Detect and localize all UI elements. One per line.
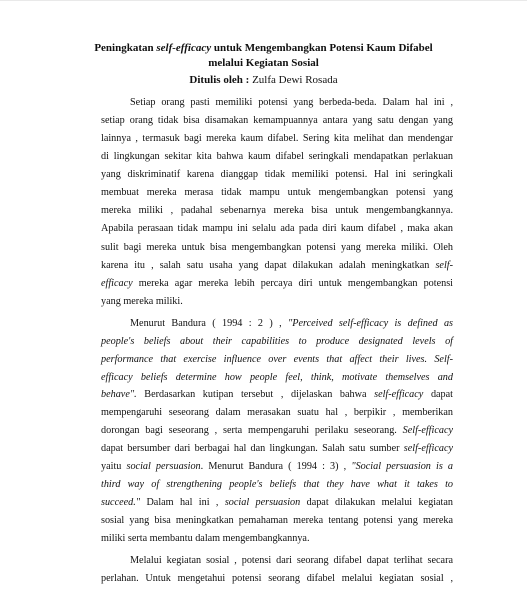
body-text-line	[101, 478, 453, 492]
body-text-line	[130, 317, 453, 331]
body-text-line	[101, 406, 453, 420]
body-text-line	[130, 554, 453, 568]
text-segment: . Menurut Bandura ( 1994 : 3) ,	[200, 461, 352, 472]
italic-text-segment: self-efficacy	[374, 389, 424, 400]
body-text-line	[101, 241, 453, 255]
italic-text-segment: self-efficacy	[403, 443, 453, 454]
text-segment: dapat	[423, 389, 454, 400]
italic-text-segment: self-	[435, 260, 453, 271]
body-text-line	[101, 371, 453, 385]
italic-text-segment: succeed."	[101, 497, 141, 508]
italic-text-segment: people's beliefs about their capabilities to produce designated levels of	[101, 336, 453, 347]
body-text-line	[101, 424, 453, 438]
title-segment: untuk Mengembangkan Potensi Kaum Difabel	[211, 42, 433, 54]
text-segment: sosial yang bisa meningkatkan pemahaman mereka tentang potensi yang mereka	[101, 515, 453, 526]
body-text-line	[101, 168, 453, 182]
body-text-line	[101, 277, 453, 291]
text-segment: yang diskriminatif karena dianggap tidak memiliki potensi. Hal ini seringkali	[101, 169, 453, 180]
text-segment: Melalui kegiatan sosial , potensi dari seorang difabel dapat terlihat secara	[130, 555, 453, 566]
body-text-line	[101, 114, 453, 128]
text-segment: Menurut Bandura ( 1994 : 2 ) ,	[130, 318, 288, 329]
author-label: Ditulis oleh :	[189, 74, 250, 86]
page-top-edge	[0, 0, 527, 1]
body-text-line	[101, 150, 453, 164]
document-title-line-1	[0, 41, 527, 56]
text-segment: dorongan bagi seseorang , serta mempengaruhi perilaku seseorang.	[101, 425, 403, 436]
italic-text-segment: Self-efficacy	[402, 425, 453, 436]
body-text-line	[101, 335, 453, 349]
text-segment: yang mereka miliki.	[101, 296, 183, 307]
italic-text-segment: social persuasion	[126, 461, 201, 472]
text-segment: Setiap orang pasti memiliki potensi yang berbeda-beda. Dalam hal ini ,	[130, 97, 453, 108]
title-segment: Peningkatan	[94, 42, 157, 54]
body-text-line	[101, 295, 453, 309]
text-segment: lainnya , termasuk bagi mereka kaum difabel. Sering kita melihat dan mendengar	[101, 133, 453, 144]
body-text-line	[101, 132, 453, 146]
text-segment: Apabila perasaan tidak mampu ini selalu ada pada diri kaum difabel , maka akan	[101, 223, 453, 234]
body-text-line	[101, 442, 453, 456]
italic-text-segment: efficacy beliefs determine how people feel, think, motivate themselves and	[101, 372, 453, 383]
body-text-line	[101, 572, 453, 586]
italic-text-segment: behave".	[101, 389, 137, 400]
body-text-line	[101, 353, 453, 367]
text-segment: dapat dilakukan melalui kegiatan	[300, 497, 453, 508]
body-text-line	[101, 460, 453, 474]
title-segment: self-efficacy	[156, 42, 212, 54]
italic-text-segment: "Social persuasion is a	[351, 461, 453, 472]
body-text-line	[101, 204, 453, 218]
italic-text-segment: "Perceived self-efficacy is defined as	[287, 318, 454, 329]
document-title-line-2: melalui Kegiatan Sosial	[208, 57, 319, 69]
body-text-line	[101, 496, 453, 510]
text-segment: mempengaruhi seseorang dalam merasakan suatu hal , berpikir , memberikan	[101, 407, 453, 418]
text-segment: yaitu	[101, 461, 127, 472]
author-line	[0, 73, 527, 88]
text-segment: di lingkungan sekitar kita bahwa kaum difabel seringkali mendapatkan perlakuan	[101, 151, 453, 162]
body-text-line	[130, 96, 453, 110]
body-text-line	[101, 186, 453, 200]
text-segment: Dalam hal ini ,	[140, 497, 225, 508]
text-segment: Berdasarkan kutipan tersebut , dijelaskan bahwa	[136, 389, 375, 400]
italic-text-segment: social persuasion	[224, 497, 301, 508]
author-name: Zulfa Dewi Rosada	[249, 74, 338, 86]
body-text-line	[101, 222, 453, 236]
text-segment: perlahan. Untuk mengetahui potensi seorang difabel melalui kegiatan sosial ,	[101, 573, 453, 584]
italic-text-segment: third way of strengthening people's beliefs that they have what it takes to	[101, 479, 453, 490]
text-segment: karena itu , salah satu usaha yang dapat dilakukan adalah meningkatkan	[101, 260, 436, 271]
text-segment: mereka miliki , padahal sebenarnya mereka bisa untuk mengembangkannya.	[101, 205, 453, 216]
italic-text-segment: performance that exercise influence over events that affect their lives. Self-	[101, 354, 453, 365]
text-segment: miliki serta membantu dalam mengembangkannya.	[101, 533, 310, 544]
text-segment: setiap orang tidak bisa disamakan kemampuannya antara yang satu dengan yang	[101, 115, 453, 126]
body-text-line	[101, 259, 453, 273]
body-text-line	[101, 532, 453, 546]
text-segment: sulit bagi mereka untuk bisa mengembangkan potensi yang mereka miliki. Oleh	[101, 242, 453, 253]
italic-text-segment: efficacy	[101, 278, 133, 289]
body-text-line	[101, 514, 453, 528]
text-segment: membuat mereka merasa tidak mampu untuk mengembangkan potensi yang	[101, 187, 453, 198]
body-text-line	[101, 388, 453, 402]
text-segment: mereka agar mereka lebih percaya diri untuk mengembangkan potensi	[132, 278, 453, 289]
text-segment: dapat bersumber dari berbagai hal dan lingkungan. Salah satu sumber	[101, 443, 404, 454]
